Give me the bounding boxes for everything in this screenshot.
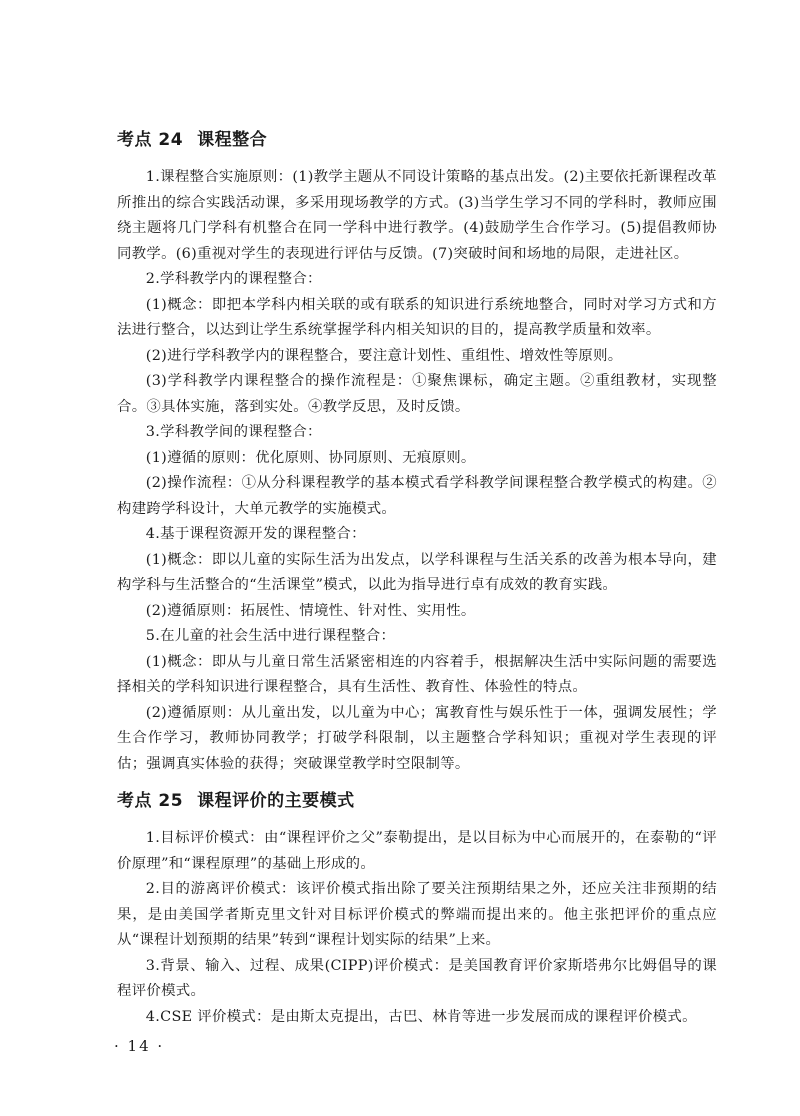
paragraph: (2)遵循原则：从儿童出发，以儿童为中心；寓教育性与娱乐性于一体，强调发展性；学生合作学习，教师协同教学；打破学科限制，以主题整合学科知识；重视对学生表现的评估；强调真实体验的获得；突破课堂教学时空限制等。 <box>117 704 717 772</box>
paragraph: 3.背景、输入、过程、成果(CIPP)评价模式：是美国教育评价家斯塔弗尔比姆倡导的课程评价模式。 <box>117 957 717 999</box>
section-title: 课程整合 <box>197 130 268 150</box>
paragraph: (1)遵循的原则：优化原则、协同原则、无痕原则。 <box>145 449 476 466</box>
page-content <box>117 126 717 1030</box>
paragraph: 5.在儿童的社会生活中进行课程整合： <box>145 628 396 644</box>
paragraph: (1)概念：即把本学科内相关联的或有联系的知识进行系统地整合，同时对学习方式和方法进行整合，以达到让学生系统掌握学科内相关知识的目的，提高教学质量和效率。 <box>117 296 717 338</box>
page-number: · 14 · <box>114 1037 165 1055</box>
paragraph: (2)操作流程：①从分科课程教学的基本模式看学科教学间课程整合教学模式的构建。②构建跨学科设计，大单元教学的实施模式。 <box>117 475 717 517</box>
section-number: 考点 25 <box>117 791 184 811</box>
section-title: 课程评价的主要模式 <box>197 791 355 811</box>
paragraph: 4.基于课程资源开发的课程整合： <box>145 526 366 542</box>
paragraph: (2)遵循原则：拓展性、情境性、针对性、实用性。 <box>145 602 476 619</box>
paragraph: (1)概念：即以儿童的实际生活为出发点，以学科课程与生活关系的改善为根本导向，建构学科与生活整合的“生活课堂”模式，以此为指导进行卓有成效的教育实践。 <box>117 551 717 593</box>
paragraph: (2)进行学科教学内的课程整合，要注意计划性、重组性、增效性等原则。 <box>145 347 623 364</box>
section-number: 考点 24 <box>117 130 184 150</box>
paragraph: 4.CSE 评价模式：是由斯太克提出，古巴、林肯等进一步发展而成的课程评价模式。 <box>145 1008 697 1025</box>
section-heading-25 <box>117 787 717 815</box>
paragraph: 2.学科教学内的课程整合： <box>145 271 322 287</box>
paragraph: 1.课程整合实施原则：(1)教学主题从不同设计策略的基点出发。(2)主要依托新课程改革所推出的综合实践活动课，多采用现场教学的方式。(3)当学生学习不同的学科时，教师应围绕主题将几门学科有机整合在同一学科中进行教学。(4)鼓励学生合作学习。(5)提倡教师协同教学。(6)重视对学生的表现进行评估与反馈。(7)突破时间和场地的局限，走进社区。 <box>117 169 717 262</box>
paragraph: 1.目标评价模式：由“课程评价之父”泰勒提出，是以目标为中心而展开的，在泰勒的“评价原理”和“课程原理”的基础上形成的。 <box>117 830 717 872</box>
paragraph: 2.目的游离评价模式：该评价模式指出除了要关注预期结果之外，还应关注非预期的结果，是由美国学者斯克里文针对目标评价模式的弊端而提出来的。他主张把评价的重点应从“课程计划预期的结果”转到“课程计划实际的结果”上来。 <box>117 881 717 948</box>
paragraph: (3)学科教学内课程整合的操作流程是：①聚焦课标，确定主题。②重组教材，实现整合。③具体实施，落到实处。④教学反思，及时反馈。 <box>117 373 717 415</box>
section-heading-24 <box>117 126 717 154</box>
paragraph: (1)概念：即从与儿童日常生活紧密相连的内容着手，根据解决生活中实际问题的需要选择相关的学科知识进行课程整合，具有生活性、教育性、体验性的特点。 <box>117 653 717 695</box>
paragraph: 3.学科教学间的课程整合： <box>145 424 322 440</box>
